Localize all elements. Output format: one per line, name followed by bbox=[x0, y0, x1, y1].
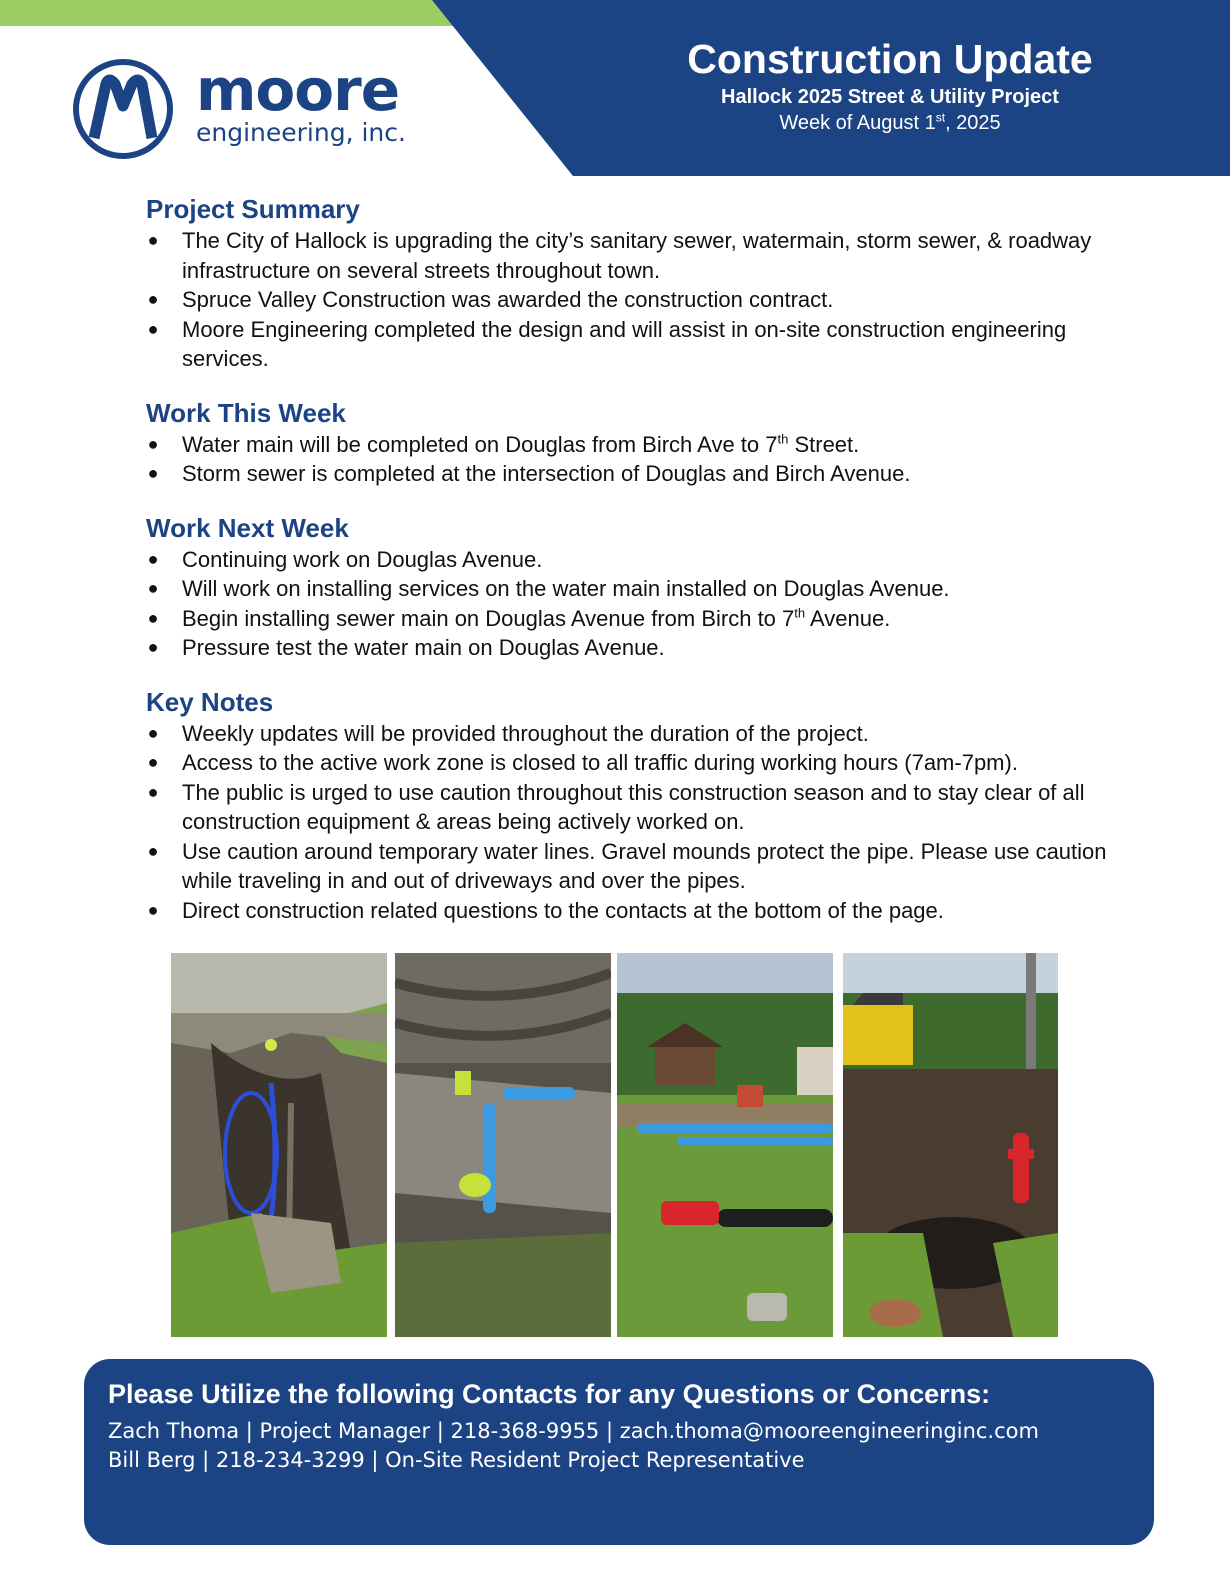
list-item-text: Spruce Valley Construction was awarded the construction contract. bbox=[182, 287, 834, 312]
page-title: Construction Update bbox=[687, 36, 1093, 82]
moore-m-logo-icon bbox=[72, 58, 174, 160]
bullet-list bbox=[146, 430, 1136, 489]
bullet-icon: ● bbox=[147, 463, 159, 483]
list-item bbox=[146, 719, 1136, 749]
list-item-text: Weekly updates will be provided throughout the duration of the project. bbox=[182, 720, 869, 746]
section-title: Work This Week bbox=[146, 397, 346, 428]
list-item bbox=[146, 459, 1136, 489]
bullet-icon: ● bbox=[147, 637, 159, 657]
week-date-text: Week of August 1 bbox=[779, 112, 936, 134]
list-item-text: Continuing work on Douglas Avenue. bbox=[182, 546, 543, 572]
list-item bbox=[146, 633, 1136, 663]
bullet-list bbox=[146, 545, 1136, 663]
section-title: Key Notes bbox=[146, 686, 274, 717]
contacts-box bbox=[84, 1359, 1154, 1545]
section-project-summary bbox=[146, 192, 1136, 374]
hydrant-yard-photo bbox=[617, 953, 833, 1337]
photo-strip bbox=[0, 953, 1230, 1337]
company-logo bbox=[72, 58, 432, 162]
list-item bbox=[146, 896, 1136, 926]
excavator-hydrant-photo bbox=[843, 953, 1058, 1337]
ordinal-suffix: th bbox=[794, 605, 806, 621]
list-item-text: Access to the active work zone is closed to all traffic during working hours (7am-7pm). bbox=[182, 750, 1018, 775]
contacts-title: Please Utilize the following Contacts for any Questions or Concerns: bbox=[108, 1379, 991, 1409]
list-item-text: Street. bbox=[788, 431, 860, 457]
project-name: Hallock 2025 Street & Utility Project bbox=[721, 86, 1059, 108]
header-green-stripe bbox=[0, 0, 472, 26]
list-item bbox=[146, 748, 1136, 778]
list-item bbox=[146, 574, 1136, 604]
list-item-text: Use caution around temporary water lines. Gravel mounds protect the pipe. Please use caution while traveling in and out of driveways and over the pipes. bbox=[182, 838, 1107, 893]
list-item-text: Moore Engineering completed the design and will assist in on-site construction engineering services. bbox=[182, 316, 1067, 371]
bullet-icon: ● bbox=[147, 433, 159, 454]
bullet-icon: ● bbox=[147, 722, 159, 743]
bullet-icon: ● bbox=[147, 578, 159, 598]
bullet-icon: ● bbox=[147, 230, 159, 250]
bullet-icon: ● bbox=[147, 781, 159, 802]
list-item-text: The City of Hallock is upgrading the city’s sanitary sewer, watermain, storm sewer, & roadway infrastructure on several streets throughout town. bbox=[182, 228, 1092, 283]
bullet-list bbox=[146, 226, 1136, 374]
bullet-icon: ● bbox=[147, 548, 159, 569]
list-item-text: Water main will be completed on Douglas from Birch Ave to 7 bbox=[182, 431, 778, 457]
pipe-install-photo bbox=[395, 953, 611, 1337]
bullet-icon: ● bbox=[147, 607, 159, 628]
bullet-icon: ● bbox=[147, 318, 159, 339]
logo-subtitle: engineering, inc. bbox=[196, 118, 406, 147]
list-item-text: Will work on installing services on the water main installed on Douglas Avenue. bbox=[182, 576, 950, 601]
section-work-this-week bbox=[146, 396, 1136, 489]
list-item-text: Direct construction related questions to the contacts at the bottom of the page. bbox=[182, 897, 944, 923]
bullet-icon: ● bbox=[147, 289, 159, 309]
section-title: Project Summary bbox=[146, 194, 360, 224]
trench-photo bbox=[171, 953, 387, 1337]
list-item bbox=[146, 430, 1136, 460]
section-work-next-week bbox=[146, 511, 1136, 663]
bullet-icon: ● bbox=[147, 899, 159, 920]
list-item-text: Begin installing sewer main on Douglas Avenue from Birch to 7 bbox=[182, 605, 795, 631]
bullet-list bbox=[146, 719, 1136, 926]
list-item-text: Storm sewer is completed at the intersection of Douglas and Birch Avenue. bbox=[182, 461, 911, 486]
week-date bbox=[650, 110, 1130, 136]
list-item bbox=[146, 226, 1136, 285]
logo-wordmark: moore bbox=[196, 56, 400, 124]
list-item-text: Pressure test the water main on Douglas Avenue. bbox=[182, 635, 665, 660]
list-item bbox=[146, 545, 1136, 575]
week-date-ordinal: st bbox=[935, 110, 946, 125]
list-item bbox=[146, 285, 1136, 315]
contact-resident-rep: Bill Berg | 218-234-3299 | On-Site Resident Project Representative bbox=[108, 1448, 805, 1472]
section-title: Work Next Week bbox=[146, 512, 349, 543]
list-item-text: Avenue. bbox=[805, 605, 891, 631]
contact-project-manager: Zach Thoma | Project Manager | 218-368-9955 | zach.thoma@mooreengineeringinc.com bbox=[108, 1419, 1039, 1443]
ordinal-suffix: th bbox=[777, 431, 789, 447]
bullet-icon: ● bbox=[147, 840, 159, 861]
list-item bbox=[146, 778, 1136, 837]
content bbox=[146, 192, 1136, 947]
list-item bbox=[146, 837, 1136, 896]
list-item bbox=[146, 604, 1136, 634]
bullet-icon: ● bbox=[147, 752, 159, 772]
list-item bbox=[146, 315, 1136, 374]
week-date-year: , 2025 bbox=[945, 112, 1001, 134]
list-item-text: The public is urged to use caution throughout this construction season and to stay clear of all construction equipment & areas being actively worked on. bbox=[182, 779, 1085, 834]
title-block bbox=[650, 34, 1130, 136]
section-key-notes bbox=[146, 685, 1136, 926]
